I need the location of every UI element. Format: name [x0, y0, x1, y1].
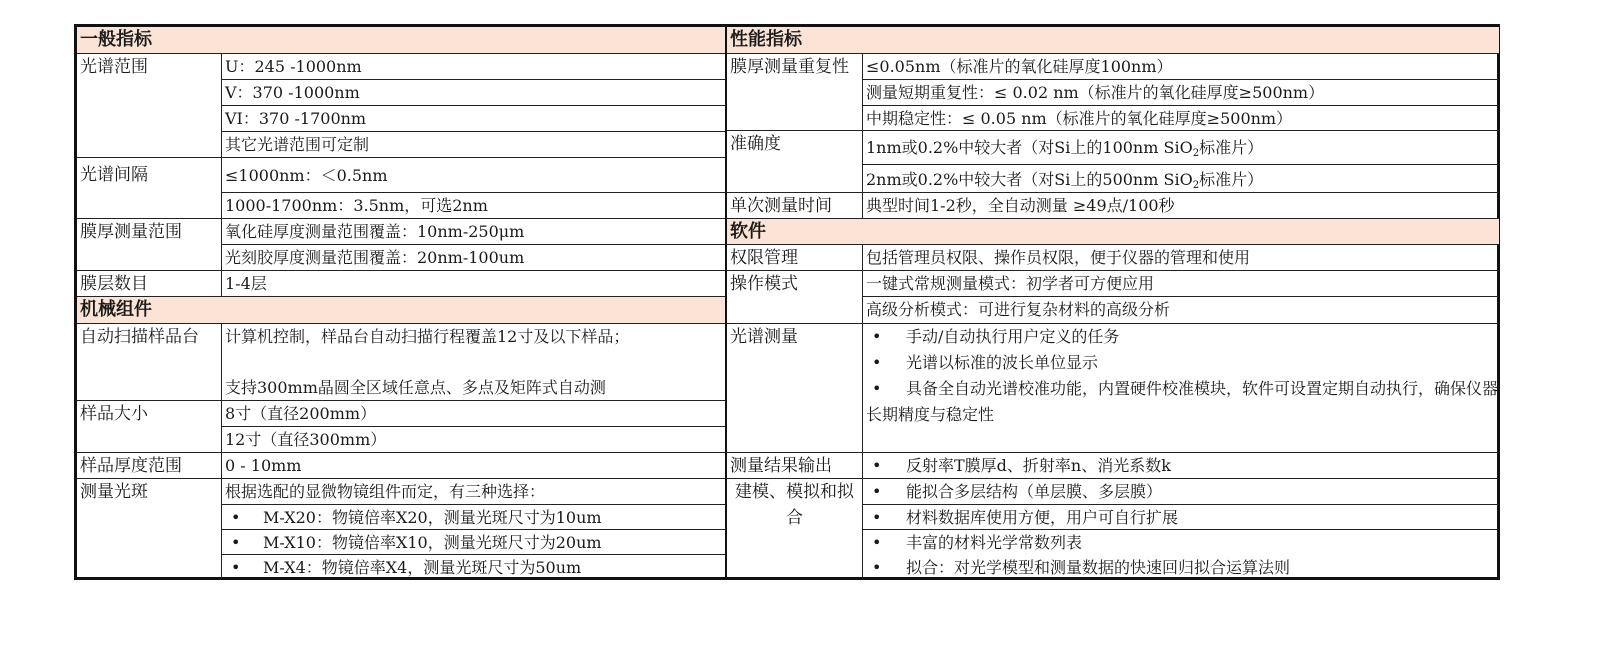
spot-option: • M-X4：物镜倍率X4，测量光斑尺寸为50um [222, 555, 725, 580]
mode-value: 高级分析模式：可进行复杂材料的高级分析 [863, 297, 1499, 324]
spec-table [74, 24, 1500, 580]
spectral-range-value: 其它光谱范围可定制 [222, 132, 725, 158]
single-time-value: 典型时间1-2秒，全自动测量 ≥49点/100秒 [863, 193, 1499, 219]
general-header: 一般指标 [77, 27, 725, 54]
spectral-range-value: V：370 -1000nm [222, 80, 725, 106]
sample-size-label: 样品大小 [77, 401, 222, 453]
right-section [725, 27, 1499, 577]
spectral-interval-value: 1000-1700nm：3.5nm，可选2nm [222, 193, 725, 219]
spectral-range-value: VI：370 -1700nm [222, 106, 725, 132]
permission-label: 权限管理 [727, 245, 863, 271]
repeatability-label: 膜厚测量重复性 [727, 54, 863, 131]
thickness-range-value: 氧化硅厚度测量范围覆盖：10nm-250μm [222, 219, 725, 245]
sample-thickness-value: 0 - 10mm [222, 453, 725, 479]
spectral-range-label: 光谱范围 [77, 54, 222, 158]
sample-size-value: 12寸（直径300mm） [222, 427, 725, 453]
modeling-item: • 丰富的材料光学常数列表 [863, 530, 1499, 555]
spot-label: 测量光斑 [77, 479, 222, 580]
modeling-item: • 拟合：对光学模型和测量数据的快速回归拟合运算法则 [863, 555, 1499, 580]
mechanical-header: 机械组件 [77, 297, 725, 324]
spectral-interval-value: ≤1000nm：＜0.5nm [222, 158, 725, 193]
modeling-item: • 材料数据库使用方便，用户可自行扩展 [863, 505, 1499, 530]
auto-stage-label: 自动扫描样品台 [77, 324, 222, 401]
spectral-range-value: U：245 -1000nm [222, 54, 725, 80]
spectral-measure-value [863, 324, 1499, 453]
accuracy-value: 1nm或0.2%中较大者（对Si上的100nm SiO$_2$标准片） [863, 131, 1499, 165]
mode-value: 一键式常规测量模式：初学者可方便应用 [863, 271, 1499, 297]
spot-option: • M-X10：物镜倍率X10，测量光斑尺寸为20um [222, 530, 725, 555]
permission-value: 包括管理员权限、操作员权限，便于仪器的管理和使用 [863, 245, 1499, 271]
single-time-label: 单次测量时间 [727, 193, 863, 219]
output-value: • 反射率T膜厚d、折射率n、消光系数k [863, 453, 1499, 479]
repeatability-value: ≤0.05nm（标准片的氧化硅厚度100nm） [863, 54, 1499, 80]
accuracy-value: 2nm或0.2%中较大者（对Si上的500nm SiO$_2$标准片） [863, 165, 1499, 193]
modeling-item: • 能拟合多层结构（单层膜、多层膜） [863, 479, 1499, 505]
left-section [77, 27, 725, 577]
sample-thickness-label: 样品厚度范围 [77, 453, 222, 479]
thickness-range-value: 光刻胶厚度测量范围覆盖：20nm-100um [222, 245, 725, 271]
output-label: 测量结果输出 [727, 453, 863, 479]
sample-size-value: 8寸（直径200mm） [222, 401, 725, 427]
spectral-measure-item: • 手动/自动执行用户定义的任务 [866, 324, 1499, 350]
spectral-measure-item: • 光谱以标准的波长单位显示 [866, 350, 1499, 376]
performance-header: 性能指标 [727, 27, 1499, 54]
auto-stage-value: 支持300mm晶圆全区域任意点、多点及矩阵式自动测 [222, 375, 725, 401]
mode-label: 操作模式 [727, 271, 863, 324]
spectral-interval-label: 光谱间隔 [77, 158, 222, 219]
modeling-label: 建模、模拟和拟合 [727, 479, 863, 580]
thickness-range-label: 膜厚测量范围 [77, 219, 222, 271]
auto-stage-value: 计算机控制，样品台自动扫描行程覆盖12寸及以下样品； [225, 327, 630, 346]
layers-label: 膜层数目 [77, 271, 222, 297]
spot-value: 根据选配的显微物镜组件而定，有三种选择： [222, 479, 725, 505]
spot-option: • M-X20：物镜倍率X20，测量光斑尺寸为10um [222, 505, 725, 530]
spectral-measure-item: • 具备全自动光谱校准功能，内置硬件校准模块，软件可设置定期自动执行，确保仪器长期精度与稳定性 [866, 376, 1499, 428]
layers-value: 1-4层 [222, 271, 725, 297]
repeatability-value: 中期稳定性：≤ 0.05 nm（标准片的氧化硅厚度≥500nm） [863, 106, 1499, 131]
software-header: 软件 [727, 219, 1499, 245]
spectral-measure-label: 光谱测量 [727, 324, 863, 453]
repeatability-value: 测量短期重复性：≤ 0.02 nm（标准片的氧化硅厚度≥500nm） [863, 80, 1499, 106]
accuracy-label: 准确度 [727, 131, 863, 193]
